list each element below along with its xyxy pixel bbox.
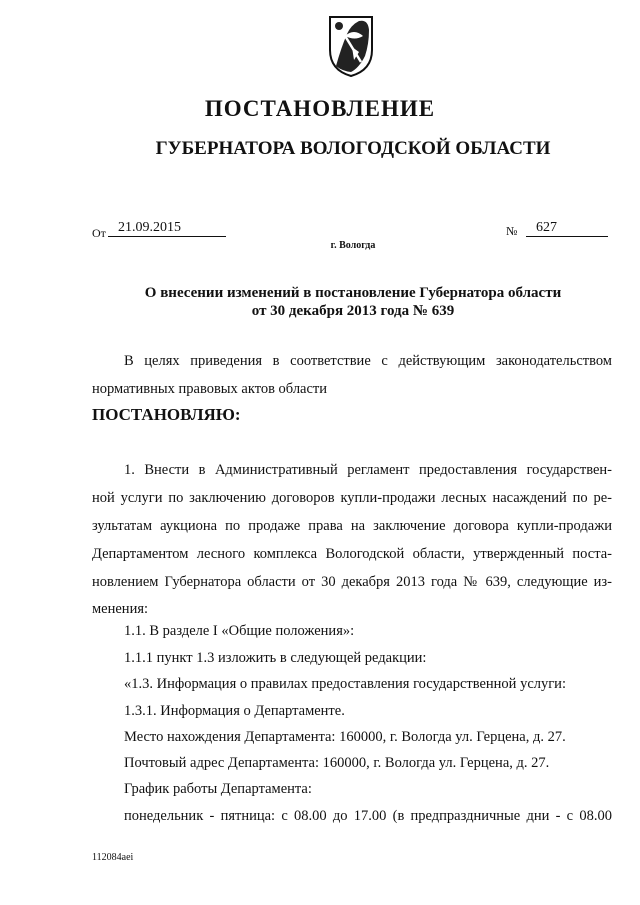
body-paragraph-line: менения: bbox=[92, 601, 149, 617]
body-paragraph-line: новлением Губернатора области от 30 декабря 2013 года № 639, следующие из- bbox=[92, 574, 612, 590]
body-paragraph-line: 1.1.1 пункт 1.3 изложить в следующей редакции: bbox=[124, 650, 427, 666]
body-paragraph-line: Место нахождения Департамента: 160000, г. Вологда ул. Герцена, д. 27. bbox=[124, 729, 566, 745]
body-paragraph-line: понедельник - пятница: с 08.00 до 17.00 (в предпраздничные дни - с 08.00 bbox=[124, 808, 612, 824]
document-code: 112084aei bbox=[92, 852, 134, 863]
body-paragraph-line: Департаментом лесного комплекса Вологодской области, утвержденный поста- bbox=[92, 546, 612, 562]
city-label: г. Вологда bbox=[330, 240, 376, 251]
body-paragraph-line: 1.1. В разделе I «Общие положения»: bbox=[124, 623, 355, 639]
body-paragraph-line: 1.3.1. Информация о Департаменте. bbox=[124, 703, 345, 719]
body-paragraph-line: Почтовый адрес Департамента: 160000, г. Вологда ул. Герцена, д. 27. bbox=[124, 755, 550, 771]
preamble-line-2: нормативных правовых актов области bbox=[92, 381, 328, 397]
document-number: 627 bbox=[526, 220, 608, 237]
document-title: ПОСТАНОВЛЕНИЕ bbox=[204, 96, 436, 121]
body-paragraph-line: «1.3. Информация о правилах предоставления государственной услуги: bbox=[124, 676, 566, 692]
subject-line-2: от 30 декабря 2013 года № 639 bbox=[251, 303, 455, 319]
number-prefix: № bbox=[506, 224, 518, 238]
preamble-line-1: В целях приведения в соответствие с действующим законодательством bbox=[124, 353, 612, 369]
decree-word: ПОСТАНОВЛЯЮ: bbox=[92, 405, 241, 424]
coat-of-arms-emblem bbox=[327, 14, 375, 78]
body-paragraph-line: зультатам аукциона по продаже права на заключение договора купли-продажи bbox=[92, 518, 612, 534]
document-subtitle: ГУБЕРНАТОРА ВОЛОГОДСКОЙ ОБЛАСТИ bbox=[155, 138, 551, 159]
body-paragraph-line: 1. Внести в Административный регламент предоставления государствен- bbox=[124, 462, 612, 478]
body-paragraph-line: График работы Департамента: bbox=[124, 781, 312, 797]
subject-line-1: О внесении изменений в постановление Губернатора области bbox=[144, 285, 562, 301]
body-paragraph-line: ной услуги по заключению договоров купли-продажи лесных насаждений по ре- bbox=[92, 490, 612, 506]
document-date: 21.09.2015 bbox=[108, 220, 226, 237]
date-prefix: От bbox=[92, 226, 106, 240]
